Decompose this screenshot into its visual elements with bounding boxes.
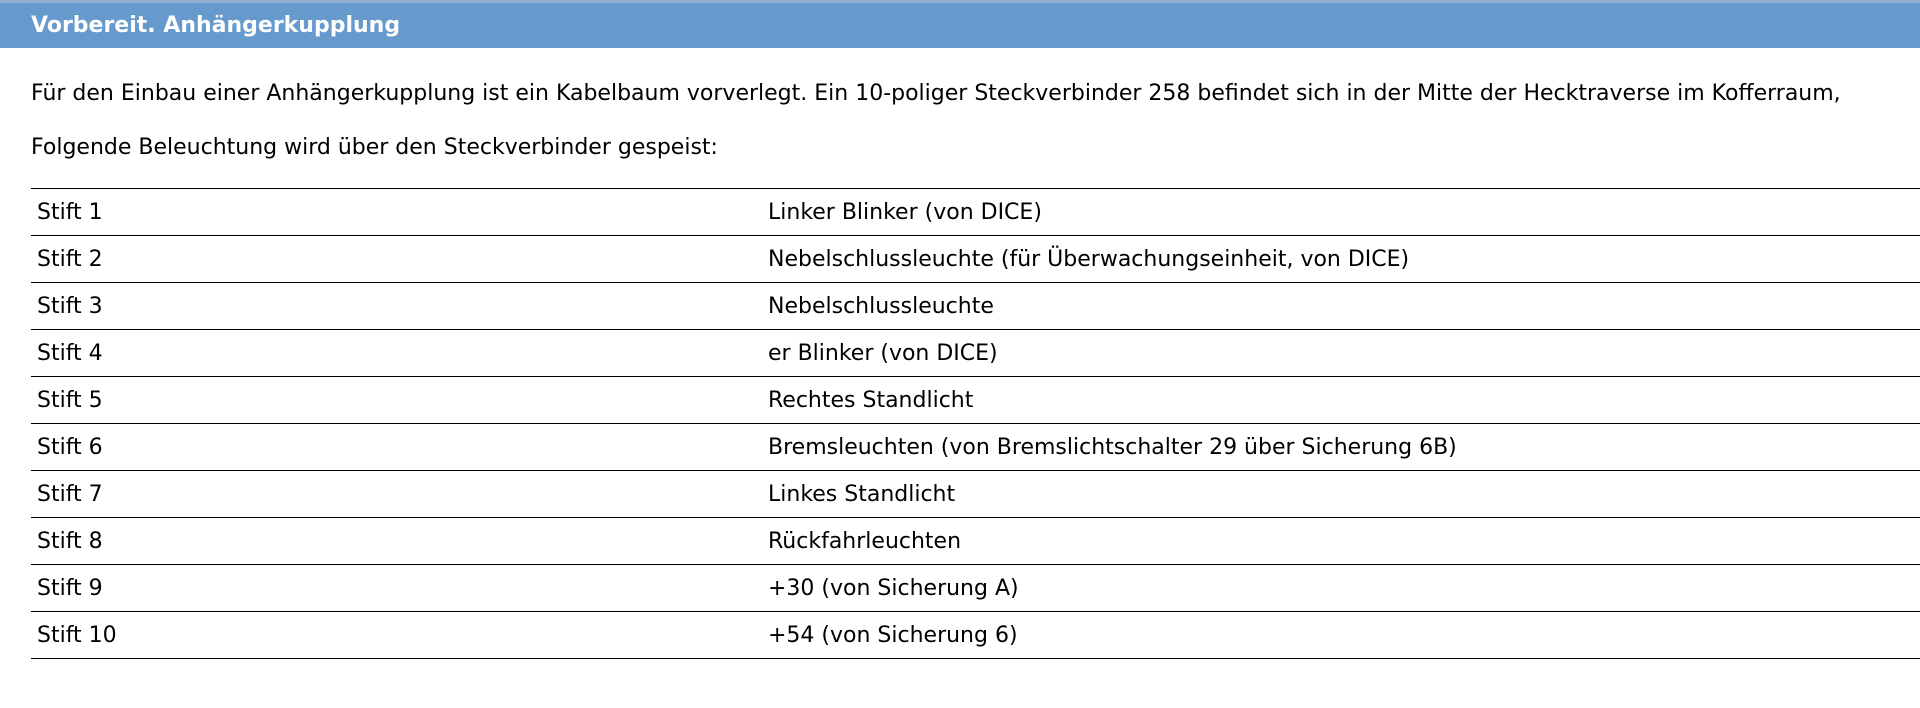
table-row (31, 330, 1920, 377)
pin-cell: Stift 3 (31, 283, 762, 330)
table-row (31, 189, 1920, 236)
table-row (31, 424, 1920, 471)
table-row (31, 471, 1920, 518)
pin-cell: Stift 1 (31, 189, 762, 236)
pin-cell: Stift 2 (31, 236, 762, 283)
pin-cell: Stift 5 (31, 377, 762, 424)
table-row (31, 283, 1920, 330)
table-row (31, 377, 1920, 424)
section-title: Vorbereit. Anhängerkupplung (31, 13, 401, 38)
pin-cell: Stift 10 (31, 612, 762, 659)
section-header (0, 0, 1920, 48)
table-row (31, 612, 1920, 659)
pin-cell: Stift 8 (31, 518, 762, 565)
function-cell: Rückfahrleuchten (762, 518, 1920, 565)
function-cell: er Blinker (von DICE) (762, 330, 1920, 377)
function-cell: Bremsleuchten (von Bremslichtschalter 29 über Sicherung 6B) (762, 424, 1920, 471)
lighting-paragraph: Folgende Beleuchtung wird über den Steckverbinder gespeist: (31, 135, 718, 160)
function-cell: Nebelschlussleuchte (für Überwachungseinheit, von DICE) (762, 236, 1920, 283)
table-row (31, 518, 1920, 565)
pin-cell: Stift 9 (31, 565, 762, 612)
function-cell: Linker Blinker (von DICE) (762, 189, 1920, 236)
pin-cell: Stift 4 (31, 330, 762, 377)
function-cell: +30 (von Sicherung A) (762, 565, 1920, 612)
intro-paragraph: Für den Einbau einer Anhängerkupplung ist ein Kabelbaum vorverlegt. Ein 10-poliger Steckverbinder 258 befindet sich in der Mitte der Hecktraverse im Kofferraum, (31, 81, 1841, 106)
pin-cell: Stift 7 (31, 471, 762, 518)
function-cell: +54 (von Sicherung 6) (762, 612, 1920, 659)
function-cell: Nebelschlussleuchte (762, 283, 1920, 330)
table-row (31, 236, 1920, 283)
function-cell: Linkes Standlicht (762, 471, 1920, 518)
pin-cell: Stift 6 (31, 424, 762, 471)
table-row (31, 565, 1920, 612)
function-cell: Rechtes Standlicht (762, 377, 1920, 424)
pin-table (31, 188, 1920, 659)
